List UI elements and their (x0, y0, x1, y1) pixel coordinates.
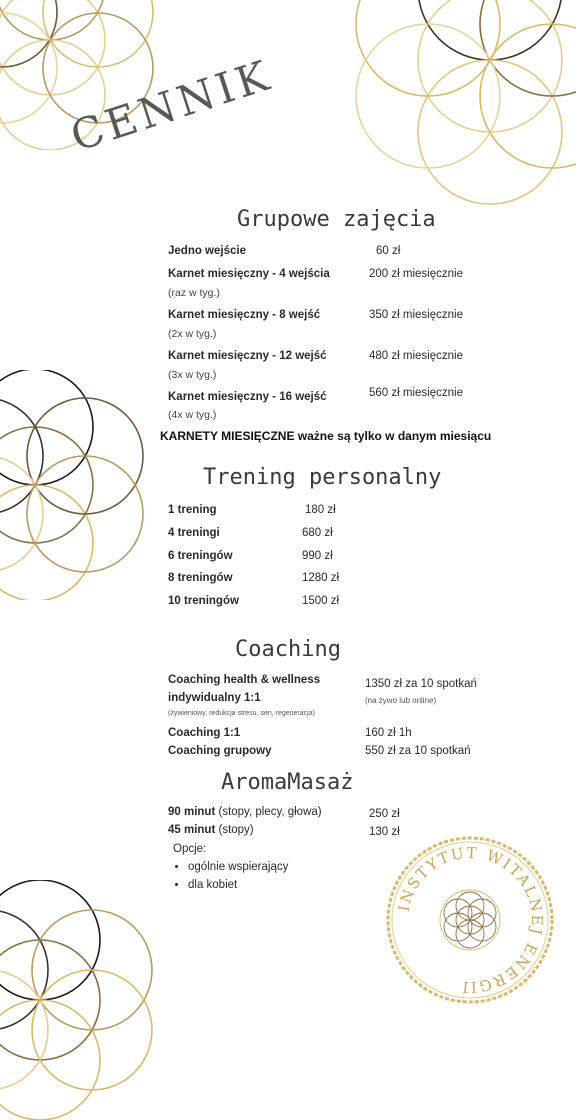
aroma-duration: 90 minut (168, 806, 216, 818)
section-heading-coaching: Coaching (235, 637, 341, 662)
group-row-sub: (4x w tyg.) (168, 409, 217, 421)
page-title: CENNIK (64, 50, 279, 161)
monthly-pass-note-bold: KARNETY MIESIĘCZNE (160, 429, 295, 443)
group-row-price: 60 zł (376, 245, 401, 257)
group-row-sub: (2x w tyg.) (168, 328, 217, 340)
group-row-price: 560 zł miesięcznie (369, 387, 463, 399)
flower-ornament-middle-left (0, 370, 150, 600)
group-row-name: Karnet miesięczny - 16 wejść (168, 391, 327, 403)
aroma-row-price: 130 zł (369, 826, 400, 838)
personal-row-name: 1 trening (168, 504, 217, 516)
aroma-row-name (168, 824, 254, 836)
personal-row-price: 1280 zł (302, 572, 340, 584)
aroma-options-label: Opcje: (173, 843, 207, 855)
aroma-detail: (stopy, plecy, głowa) (215, 806, 322, 818)
flower-ornament-bottom-left (0, 880, 160, 1120)
personal-row-price: 180 zł (305, 504, 336, 516)
coaching-hw-price: 1350 zł za 10 spotkań (365, 678, 477, 690)
monthly-pass-note (160, 429, 491, 443)
svg-text:INSTYTUT WITALNEJ ENERGII: INSTYTUT WITALNEJ ENERGII (394, 843, 547, 997)
monthly-pass-note-rest: ważne są tylko w danym miesiącu (294, 429, 492, 443)
coaching-1on1-name: Coaching 1:1 (168, 727, 241, 739)
group-row-name: Jedno wejście (168, 245, 246, 257)
coaching-hw-name: Coaching health & wellness (168, 674, 321, 686)
personal-row-name: 6 treningów (168, 550, 233, 562)
group-row-sub: (raz w tyg.) (168, 287, 220, 299)
group-row-name: Karnet miesięczny - 8 wejść (168, 309, 321, 321)
personal-row-price: 680 zł (302, 527, 333, 539)
list-item: • ogólnie wspierający (188, 858, 288, 876)
section-heading-aroma: AromaMasaż (221, 770, 354, 795)
group-row-price: 350 zł miesięcznie (369, 309, 463, 321)
coaching-group-name: Coaching grupowy (168, 745, 272, 757)
aroma-detail: (stopy) (215, 824, 254, 836)
group-row-sub: (3x w tyg.) (168, 369, 217, 381)
coaching-hw-price-sub: (na żywo lub online) (365, 696, 437, 705)
personal-row-name: 4 treningi (168, 527, 220, 539)
personal-row-price: 1500 zł (302, 595, 340, 607)
group-row-name: Karnet miesięczny - 4 wejścia (168, 268, 330, 280)
group-row-price: 480 zł miesięcznie (369, 350, 463, 362)
aroma-duration: 45 minut (168, 824, 216, 836)
flower-ornament-top-right (340, 0, 576, 230)
personal-row-price: 990 zł (302, 550, 333, 562)
section-heading-group: Grupowe zajęcia (237, 207, 436, 232)
coaching-1on1-price: 160 zł 1h (365, 727, 412, 739)
aroma-row-price: 250 zł (369, 808, 400, 820)
aroma-options-list (170, 858, 288, 894)
group-row-price: 200 zł miesięcznie (369, 268, 463, 280)
institute-logo-seal (382, 832, 558, 1008)
group-row-name: Karnet miesięczny - 12 wejść (168, 350, 327, 362)
list-item: • dla kobiet (188, 876, 288, 894)
coaching-hw-name-2: indywidualny 1:1 (168, 692, 261, 704)
aroma-row-name (168, 806, 322, 818)
coaching-hw-details: (żywieniowy, redukcja stresu, sen, regeneracja) (168, 710, 315, 717)
coaching-group-price: 550 zł za 10 spotkań (365, 745, 471, 757)
personal-row-name: 10 treningów (168, 595, 239, 607)
personal-row-name: 8 treningów (168, 572, 233, 584)
section-heading-personal: Trening personalny (203, 465, 442, 490)
